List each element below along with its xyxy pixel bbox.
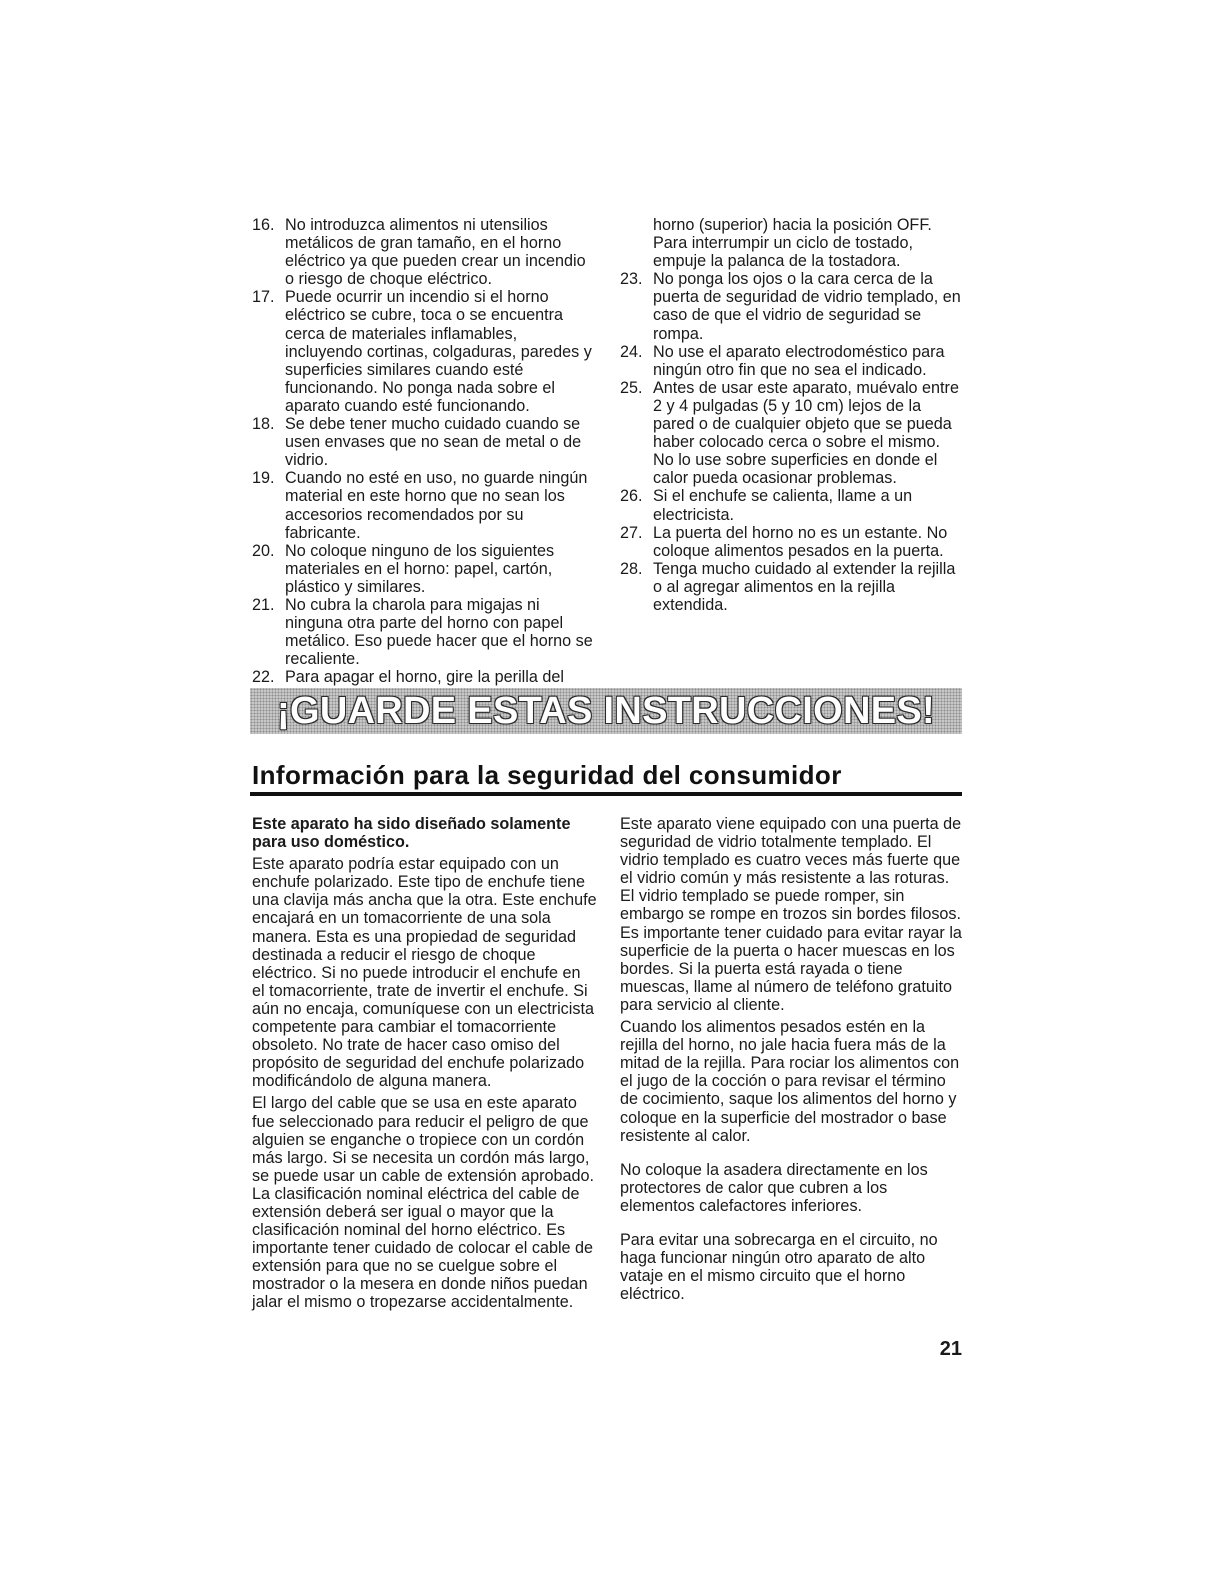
safety-list-right	[620, 216, 962, 614]
paragraph: El largo del cable que se usa en este aparato fue seleccionado para reducir el peligro de que alguien se enganche o tropiece con un cordón más largo. Si se necesita un cordón más largo, se puede usar un cable de extensión aprobado. La clasificación nominal eléctrica del cable de extensión deberá ser igual o mayor que la clasificación nominal del horno eléctrico. Es importante tener cuidado de colocar el cable de extensión para que no se cuelgue sobre el mostrador o la mesera en donde niños puedan jalar el mismo o tropezarse accidentalmente.	[252, 1094, 594, 1312]
item-text: No use el aparato electrodoméstico para ningún otro fin que no sea el indicado.	[653, 342, 945, 379]
item-number: 19.	[252, 469, 275, 488]
item-number: 28.	[620, 559, 643, 578]
item-text: Tenga mucho cuidado al extender la rejilla o al agregar alimentos en la rejilla extendida.	[653, 559, 956, 614]
list-item	[252, 596, 597, 668]
item-number: 26.	[620, 487, 643, 506]
item-number: 24.	[620, 342, 643, 361]
list-item	[620, 487, 962, 523]
section-title: Información para la seguridad del consumidor	[252, 760, 842, 790]
item-text: No coloque ninguno de los siguientes materiales en el horno: papel, cartón, plástico y similares.	[285, 541, 555, 596]
item-number: 27.	[620, 523, 643, 542]
paragraph: No coloque la asadera directamente en los protectores de calor que cubren a los elementos calefactores inferiores.	[620, 1160, 928, 1215]
item-number: 22.	[252, 668, 275, 687]
list-item	[620, 560, 962, 614]
list-item	[620, 270, 962, 342]
item-text: Se debe tener mucho cuidado cuando se usen envases que no sean de metal o de vidrio.	[285, 415, 582, 470]
paragraph: Este aparato podría estar equipado con un enchufe polarizado. Este tipo de enchufe tiene una clavija más ancha que la otra. Este enchufe encajará en un tomacorriente de una sola manera. Esta es una propiedad de seguridad destinada a reducir el riesgo de choque eléctrico. Si no puede introducir el enchufe en el tomacorriente, trate de invertir el enchufe. Si aún no encaja, comuníquese con un electricista competente para cambiar el tomacorriente obsoleto. No trate de hacer caso omiso del propósito de seguridad del enchufe polarizado modificándolo de alguna manera.	[252, 855, 597, 1091]
item-text: Para apagar el horno, gire la perilla del	[285, 668, 564, 687]
item-number: 23.	[620, 270, 643, 289]
paragraph: Este aparato viene equipado con una puerta de seguridad de vidrio totalmente templado. El vidrio templado es cuatro veces más fuerte que el vidrio común y más resistente a las roturas. El vidrio templado se puede romper, sin embargo se rompe en trozos sin bordes filosos. Es importante tener cuidado para evitar rayar la superficie de la puerta o hacer muescas en los bordes. Si la puerta está rayada o tiene muescas, llame al número de teléfono gratuito para servicio al cliente.	[620, 815, 962, 1014]
paragraph: Cuando los alimentos pesados estén en la rejilla del horno, no jale hacia fuera más de la mitad de la rejilla. Para rociar los alimentos con el jugo de la cocción o para revisar el término de cocimiento, saque los alimentos del horno y coloque en la superficie del mostrador o base resistente al calor.	[620, 1018, 960, 1145]
item-text: No introduzca alimentos ni utensilios metálicos de gran tamaño, en el horno eléctrico ya que pueden crear un incendio o riesgo de choque eléctrico.	[285, 216, 586, 289]
consumer-info-left	[252, 815, 597, 1316]
list-item	[252, 216, 597, 288]
list-item	[252, 288, 597, 415]
list-item	[252, 542, 597, 596]
item-text: Antes de usar este aparato, muévalo entre 2 y 4 pulgadas (5 y 10 cm) lejos de la pared o de cualquier objeto que se pueda haber colocado cerca o sobre el mismo. No lo use sobre superficies en donde el calor pueda ocasionar problemas.	[653, 378, 959, 488]
item-number: 20.	[252, 541, 275, 560]
item-number: 16.	[252, 216, 275, 234]
item-number: 17.	[252, 288, 275, 307]
item-text: Cuando no esté en uso, no guarde ningún material en este horno que no sean los accesorios recomendados por su fabricante.	[285, 469, 588, 542]
consumer-info-right	[620, 815, 962, 1307]
item-number: 18.	[252, 415, 275, 434]
list-item	[620, 343, 962, 379]
subheading: Este aparato ha sido diseñado solamente para uso doméstico.	[252, 815, 571, 852]
list-item	[620, 379, 962, 488]
item-text: Si el enchufe se calienta, llame a un electricista.	[653, 487, 913, 524]
item-text: Puede ocurrir un incendio si el horno eléctrico se cubre, toca o se encuentra cerca de materiales inflamables, incluyendo cortinas, colgaduras, paredes y superficies similares cuando esté funcionando. No ponga nada sobre el aparato cuando esté funcionando.	[285, 288, 592, 415]
safety-list-left	[252, 216, 597, 686]
item-text: No ponga los ojos o la cara cerca de la puerta de seguridad de vidrio templado, en caso de que el vidrio de seguridad se rompa.	[653, 270, 961, 343]
page-number: 21	[939, 1338, 962, 1360]
list-item	[252, 469, 597, 541]
item-text: No cubra la charola para migajas ni ninguna otra parte del horno con papel metálico. Eso puede hacer que el horno se recaliente.	[285, 595, 593, 669]
item-number: 21.	[252, 595, 275, 614]
paragraph: Para evitar una sobrecarga en el circuito, no haga funcionar ningún otro aparato de alto vataje en el mismo circuito que el horno eléctrico.	[620, 1230, 938, 1304]
item-text: La puerta del horno no es un estante. No coloque alimentos pesados en la puerta.	[653, 523, 948, 560]
save-instructions-banner	[250, 688, 962, 734]
section-divider	[250, 792, 962, 796]
list-item	[620, 524, 962, 560]
list-item-continuation: horno (superior) hacia la posición OFF. Para interrumpir un ciclo de tostado, empuje la palanca de la tostadora.	[653, 216, 932, 271]
banner-text: ¡GUARDE ESTAS INSTRUCCIONES!	[277, 690, 935, 732]
list-item	[252, 668, 597, 686]
list-item	[252, 415, 597, 469]
item-number: 25.	[620, 378, 643, 397]
